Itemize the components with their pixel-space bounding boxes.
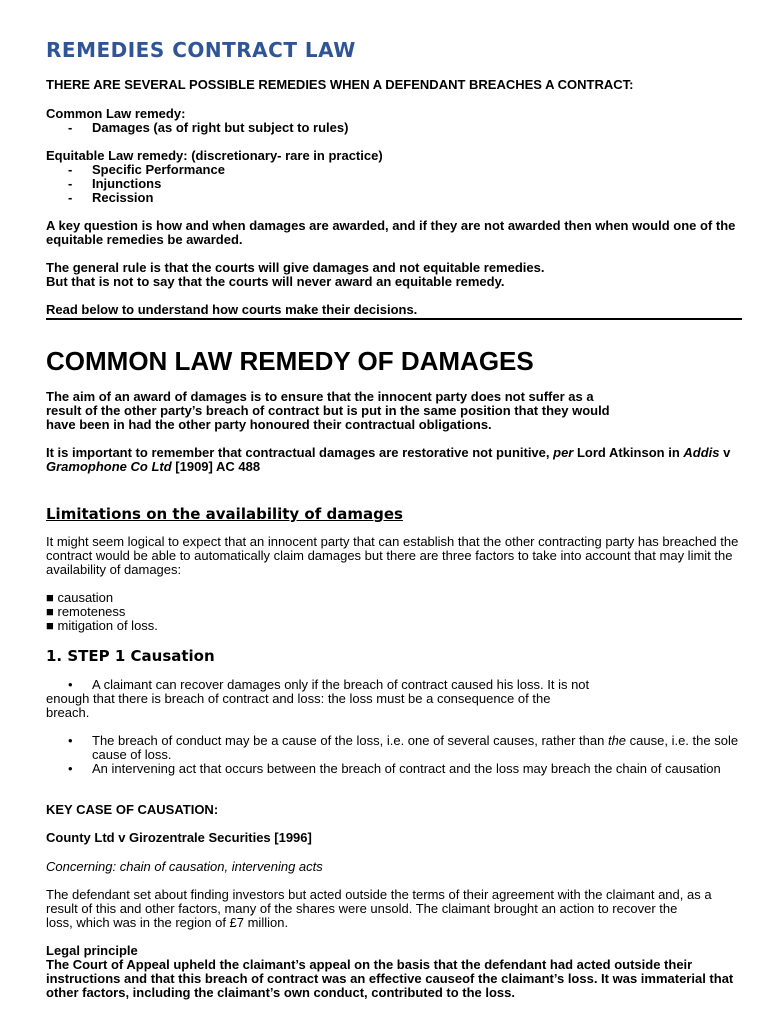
dash-marker: -	[68, 176, 73, 191]
intro-text: THERE ARE SEVERAL POSSIBLE REMEDIES WHEN A DEFENDANT BREACHES A CONTRACT:	[46, 77, 634, 92]
case-name: County Ltd v Girozentrale Securities [1996]	[46, 830, 312, 845]
equitable-heading: Equitable Law remedy: (discretionary- rare in practice)	[46, 148, 383, 163]
key-question-line: A key question is how and when damages are awarded, and if they are not awarded then when would one of the	[46, 218, 736, 233]
case-facts-line: The defendant set about finding investors but acted outside the terms of their agreement with the claimant and, as a	[46, 887, 712, 902]
case-concerning: Concerning: chain of causation, intervening acts	[46, 859, 323, 874]
dash-marker: -	[68, 120, 73, 135]
limitations-line: contract would be able to automatically claim damages but there are three factors to take into account that may limit the	[46, 548, 733, 563]
common-law-item: - Damages (as of right but subject to rules)	[68, 120, 349, 135]
key-question-line: equitable remedies be awarded.	[46, 232, 243, 247]
square-bullet-icon: ■	[46, 604, 54, 619]
equitable-item: - Injunctions	[68, 176, 162, 191]
case-facts-line: result of this and other factors, many of the shares were unsold. The claimant brought an action to recover the	[46, 901, 678, 916]
limitations-heading: Limitations on the availability of damages	[46, 505, 403, 523]
step1-heading: 1. STEP 1 Causation	[46, 647, 215, 665]
aim-line: The aim of an award of damages is to ensure that the innocent party does not suffer as a	[46, 389, 594, 404]
document-title: REMEDIES CONTRACT LAW	[46, 38, 356, 62]
square-bullet-icon: ■	[46, 590, 54, 605]
step1-para1-line: enough that there is breach of contract and loss: the loss must be a consequence of the	[46, 691, 551, 706]
limitations-line: availability of damages:	[46, 562, 182, 577]
key-case-heading: KEY CASE OF CAUSATION:	[46, 802, 219, 817]
case-facts-line: loss, which was in the region of £7 million.	[46, 915, 289, 930]
bullet-icon: •	[68, 733, 73, 748]
read-below-text: Read below to understand how courts make their decisions.	[46, 302, 418, 317]
step1-para1-line: breach.	[46, 705, 90, 720]
list-item: • An intervening act that occurs between the breach of contract and the loss may breach the chain of causation	[68, 761, 721, 776]
list-item: • The breach of conduct may be a cause of the loss, i.e. one of several causes, rather than the cause, i.e. the sole cause of loss.	[68, 733, 739, 762]
dash-marker: -	[68, 190, 73, 205]
restorative-line: It is important to remember that contractual damages are restorative not punitive, per Lord Atkinson in Addis v	[46, 445, 731, 460]
dash-marker: -	[68, 162, 73, 177]
factor-item: ■ remoteness	[46, 604, 126, 619]
equitable-item: - Recission	[68, 190, 154, 205]
equitable-item: - Specific Performance	[68, 162, 225, 177]
principle-line: The Court of Appeal upheld the claimant’s appeal on the basis that the defendant had acted outside their	[46, 957, 693, 972]
section-title: COMMON LAW REMEDY OF DAMAGES	[46, 346, 534, 376]
principle-line: instructions and that this breach of contract was an effective causeof the claimant’s loss. It was immaterial that	[46, 971, 734, 986]
principle-heading: Legal principle	[46, 943, 138, 958]
aim-line: result of the other party’s breach of contract but is put in the same position that they would	[46, 403, 610, 418]
bullet-icon: •	[68, 761, 73, 776]
causation-bullets	[46, 734, 742, 776]
restorative-citation: Gramophone Co Ltd [1909] AC 488	[46, 459, 261, 474]
common-law-heading: Common Law remedy:	[46, 106, 186, 121]
general-rule-line: The general rule is that the courts will give damages and not equitable remedies.	[46, 260, 545, 275]
aim-line: have been in had the other party honoured their contractual obligations.	[46, 417, 492, 432]
principle-line: other factors, including the claimant’s own conduct, contributed to the loss.	[46, 985, 515, 1000]
limitations-line: It might seem logical to expect that an innocent party that can establish that the other contracting party has breached the	[46, 534, 739, 549]
factor-item: ■ causation	[46, 590, 114, 605]
factor-item: ■ mitigation of loss.	[46, 618, 158, 633]
step1-para1-line: • A claimant can recover damages only if the breach of contract caused his loss. It is not	[46, 678, 589, 692]
square-bullet-icon: ■	[46, 618, 54, 633]
bullet-icon: •	[68, 677, 73, 692]
section-divider	[46, 318, 742, 320]
general-rule-line: But that is not to say that the courts will never award an equitable remedy.	[46, 274, 505, 289]
